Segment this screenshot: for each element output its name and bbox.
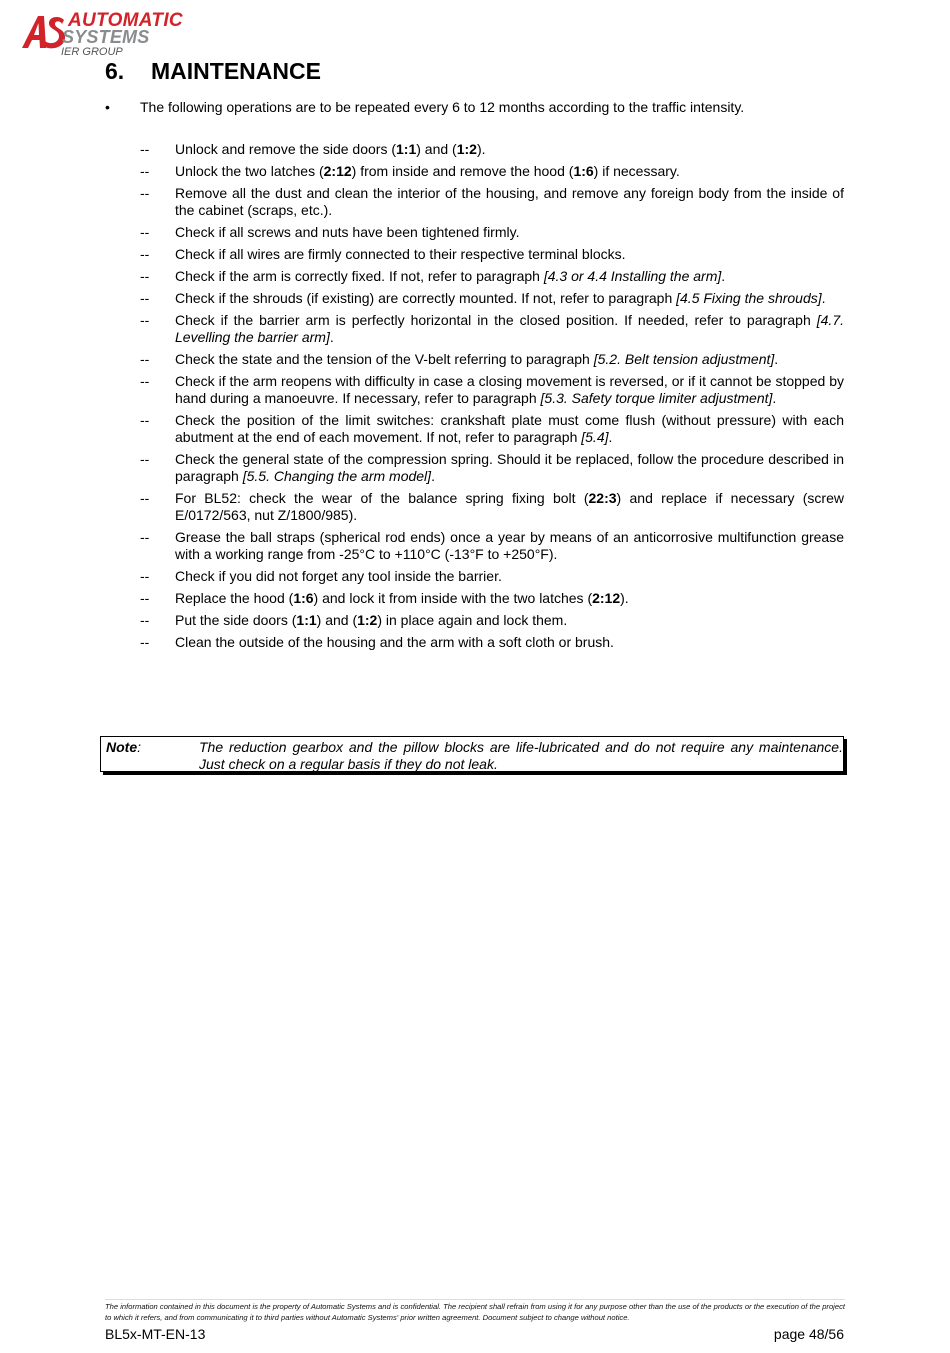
intro-text: The following operations are to be repeated every 6 to 12 months according to the traffic intensity. <box>140 99 745 115</box>
part-reference: 1:1 <box>296 612 317 628</box>
step-text-run: Remove all the dust and clean the interior of the housing, and remove any foreign body from the inside of the cabinet (scraps, etc.). <box>175 185 844 218</box>
part-reference: 2:12 <box>323 163 352 179</box>
maintenance-steps-list <box>140 141 844 656</box>
step-text-run: Check if the arm reopens with difficulty in case a closing movement is reversed, or if it cannot be stopped by hand during a manoeuvre. If necessary, refer to paragraph <box>175 373 844 406</box>
step-text-run: ) and ( <box>316 612 358 628</box>
dash-marker: -- <box>140 412 150 428</box>
part-reference: 22:3 <box>588 490 617 506</box>
dash-marker: -- <box>140 268 150 284</box>
step-text-run: . <box>821 290 826 306</box>
step-text <box>175 351 778 367</box>
step-text-run: Clean the outside of the housing and the arm with a soft cloth or brush. <box>175 634 614 650</box>
maintenance-step <box>140 312 844 346</box>
maintenance-step <box>140 141 844 158</box>
part-reference: 1:1 <box>396 141 417 157</box>
dash-marker: -- <box>140 490 150 506</box>
cross-reference: [4.5 Fixing the shrouds] <box>676 290 822 306</box>
part-reference: 1:2 <box>456 141 477 157</box>
dash-marker: -- <box>140 312 150 328</box>
dash-marker: -- <box>140 529 150 545</box>
maintenance-step <box>140 268 844 285</box>
step-text <box>175 529 844 562</box>
step-text <box>175 163 680 179</box>
step-text-run: ). <box>620 590 629 606</box>
step-text-run: Check if the arm is correctly fixed. If not, refer to paragraph <box>175 268 544 284</box>
logo-wordmark-automatic: AUTOMATIC <box>68 10 183 31</box>
dash-marker: -- <box>140 185 150 201</box>
step-text-run: Check if the barrier arm is perfectly horizontal in the closed position. If needed, refer to paragraph <box>175 312 817 328</box>
step-text-run: . <box>431 468 435 484</box>
cross-reference: [5.2. Belt tension adjustment] <box>593 351 775 367</box>
note-text: The reduction gearbox and the pillow blocks are life-lubricated and do not require any maintenance. Just check on a regular basis if they do not leak. <box>199 739 843 772</box>
step-text-run: Check the position of the limit switches: crankshaft plate must come flush (without pressure) with each abutment at the end of each movement. If not, refer to paragraph <box>175 412 844 445</box>
step-text <box>175 312 844 345</box>
step-text-run: Replace the hood ( <box>175 590 294 606</box>
part-reference: 1:2 <box>357 612 378 628</box>
maintenance-step <box>140 490 844 524</box>
step-text-run: ) from inside and remove the hood ( <box>351 163 574 179</box>
dash-marker: -- <box>140 451 150 467</box>
step-text-run: ) and ( <box>416 141 457 157</box>
maintenance-step <box>140 290 844 307</box>
maintenance-step <box>140 568 844 585</box>
step-text-run: Unlock the two latches ( <box>175 163 324 179</box>
maintenance-step <box>140 246 844 263</box>
cross-reference: [4.3 or 4.4 Installing the arm] <box>543 268 722 284</box>
bullet-icon: • <box>105 99 110 115</box>
step-text-run: ) and lock it from inside with the two latches ( <box>313 590 593 606</box>
dash-marker: -- <box>140 163 150 179</box>
step-text <box>175 141 486 157</box>
step-text <box>175 490 844 523</box>
step-text-run: Check if you did not forget any tool inside the barrier. <box>175 568 502 584</box>
maintenance-step <box>140 590 844 607</box>
maintenance-step <box>140 634 844 651</box>
maintenance-step <box>140 351 844 368</box>
step-text <box>175 451 844 484</box>
step-text <box>175 290 826 306</box>
note-box <box>100 736 844 772</box>
company-logo <box>20 8 195 60</box>
dash-marker: -- <box>140 141 150 157</box>
section-heading <box>105 58 321 85</box>
step-text-run: Unlock and remove the side doors ( <box>175 141 396 157</box>
maintenance-step <box>140 373 844 407</box>
step-text-run: ) if necessary. <box>593 163 680 179</box>
page-number: page 48/56 <box>773 1326 844 1342</box>
part-reference: 2:12 <box>592 590 621 606</box>
step-text <box>175 634 614 650</box>
dash-marker: -- <box>140 373 150 389</box>
footer-divider <box>105 1299 845 1300</box>
maintenance-step <box>140 224 844 241</box>
dash-marker: -- <box>140 224 150 240</box>
dash-marker: -- <box>140 634 150 650</box>
cross-reference: [5.5. Changing the arm model] <box>242 468 432 484</box>
step-text <box>175 373 844 406</box>
dash-marker: -- <box>140 290 150 306</box>
part-reference: 1:6 <box>573 163 594 179</box>
section-number: 6. <box>105 58 125 84</box>
step-text-run: Check the state and the tension of the V-belt referring to paragraph <box>175 351 594 367</box>
dash-marker: -- <box>140 568 150 584</box>
maintenance-step <box>140 163 844 180</box>
step-text-run: ) in place again and lock them. <box>377 612 568 628</box>
step-text-run: Grease the ball straps (spherical rod ends) once a year by means of an anticorrosive multifunction grease with a working range from -25°C to +110°C (-13°F to +250°F). <box>175 529 844 562</box>
step-text-run: Check if the shrouds (if existing) are correctly mounted. If not, refer to paragraph <box>175 290 677 306</box>
step-text-run: . <box>774 351 779 367</box>
step-text <box>175 185 844 218</box>
document-reference: BL5x-MT-EN-13 <box>105 1326 206 1342</box>
dash-marker: -- <box>140 351 150 367</box>
maintenance-step <box>140 451 844 485</box>
step-text <box>175 246 626 262</box>
maintenance-step <box>140 612 844 629</box>
step-text-run: Check the general state of the compression spring. Should it be replaced, follow the procedure described in paragraph <box>175 451 844 484</box>
step-text-run: . <box>721 268 726 284</box>
section-title: MAINTENANCE <box>151 58 321 84</box>
step-text <box>175 590 629 606</box>
maintenance-step <box>140 412 844 446</box>
step-text <box>175 268 725 284</box>
step-text-run: Check if all wires are firmly connected to their respective terminal blocks. <box>175 246 626 262</box>
dash-marker: -- <box>140 612 150 628</box>
logo-wordmark-systems: SYSTEMS <box>62 27 150 47</box>
footer-disclaimer: The information contained in this document is the property of Automatic Systems and is confidential. The recipient shall refrain from using it for any purpose other than the use of the products or the execution of the project to which it refers, and from communicating it to third parties without Automatic Systems' prior written agreement. Document subject to change without notice. <box>105 1302 845 1322</box>
part-reference: 1:6 <box>293 590 314 606</box>
step-text <box>175 224 519 240</box>
maintenance-step <box>140 529 844 563</box>
note-label: Note: <box>106 739 142 755</box>
step-text-run: ) and replace if necessary (screw E/0172/563, nut Z/1800/985). <box>175 490 844 523</box>
cross-reference: [5.4] <box>581 429 609 445</box>
dash-marker: -- <box>140 246 150 262</box>
step-text-run: ). <box>476 141 486 157</box>
cross-reference: [4.7. Levelling the barrier arm] <box>175 312 844 345</box>
dash-marker: -- <box>140 590 150 606</box>
step-text-run: . <box>608 429 613 445</box>
step-text-run: . <box>329 329 334 345</box>
step-text-run: Check if all screws and nuts have been tightened firmly. <box>175 224 520 240</box>
step-text <box>175 568 502 584</box>
step-text-run: Put the side doors ( <box>175 612 297 628</box>
step-text <box>175 612 567 628</box>
cross-reference: [5.3. Safety torque limiter adjustment] <box>540 390 773 406</box>
maintenance-step <box>140 185 844 219</box>
step-text <box>175 412 844 445</box>
step-text-run: . <box>772 390 777 406</box>
step-text-run: For BL52: check the wear of the balance spring fixing bolt ( <box>175 490 589 506</box>
logo-group-name: IER GROUP <box>61 46 123 58</box>
